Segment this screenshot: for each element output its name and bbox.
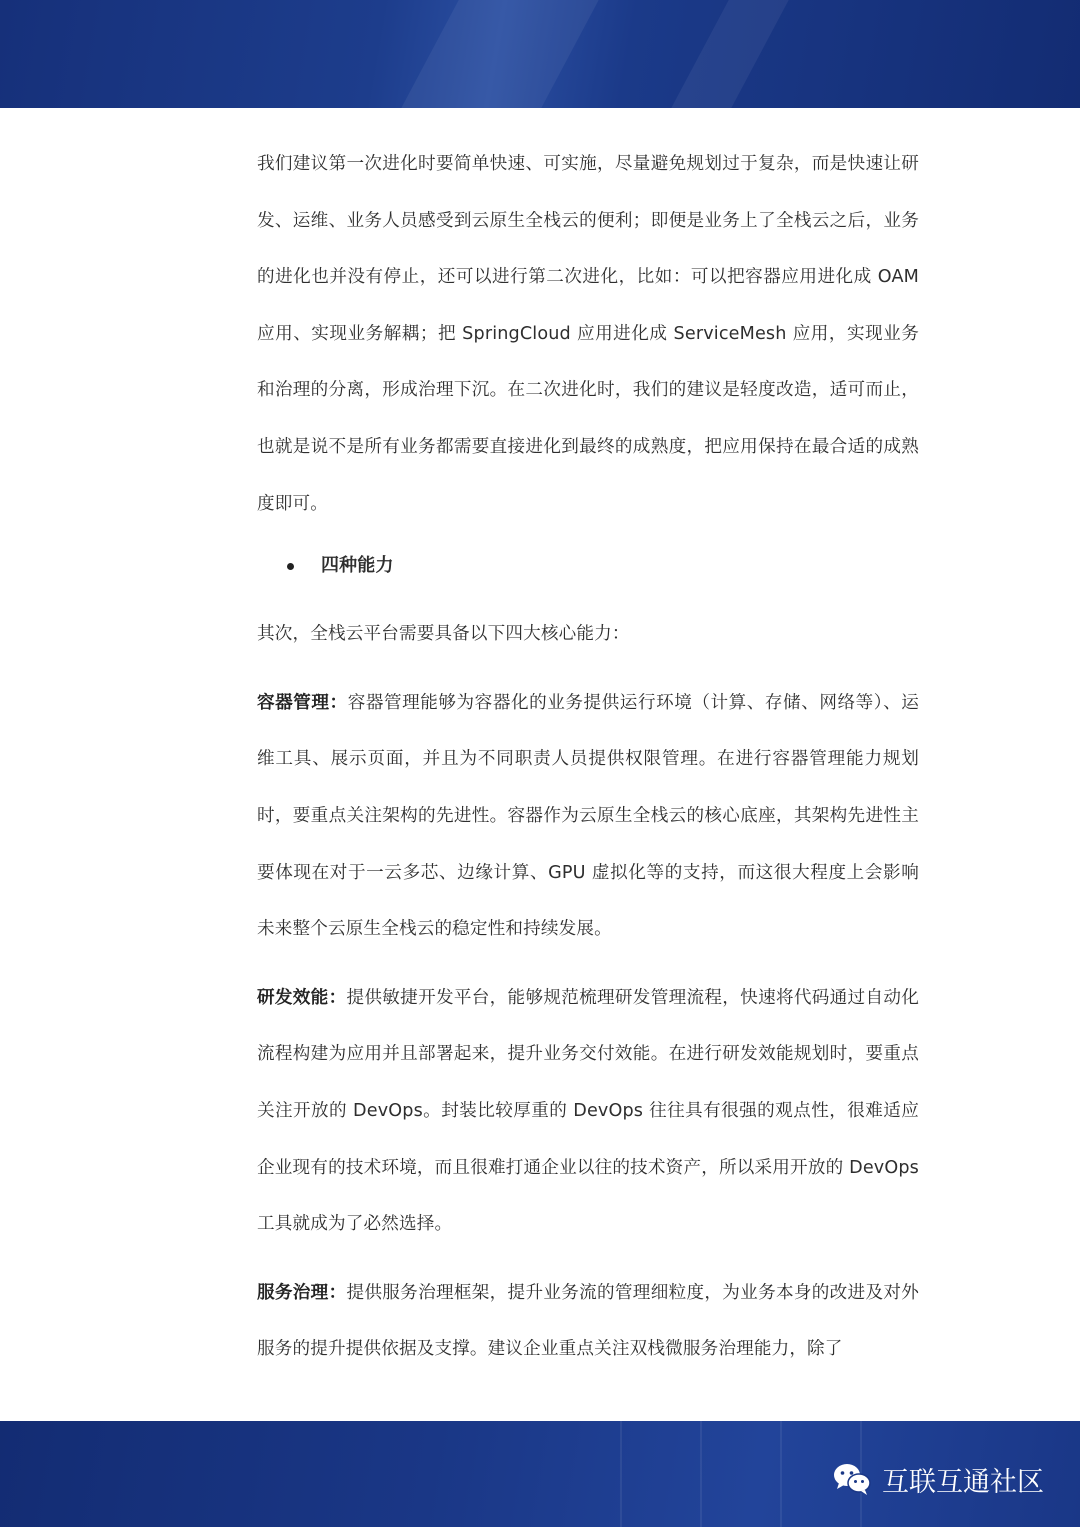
section-heading — [257, 538, 919, 594]
capability-term: 服务治理： — [257, 1282, 347, 1303]
section-intro: 其次，全栈云平台需要具备以下四大核心能力： — [257, 624, 630, 645]
capability-container-management — [257, 675, 919, 958]
document-body — [257, 136, 919, 1378]
section-heading-text: 四种能力 — [321, 555, 394, 577]
banner-facet — [671, 0, 788, 108]
capability-term: 研发效能： — [257, 987, 347, 1008]
wechat-icon — [832, 1461, 872, 1497]
footer-brand-text: 互联互通社区 — [882, 1466, 1044, 1498]
capability-text: 容器管理能够为容器化的业务提供运行环境（计算、存储、网络等）、运维工具、展示页面，并且为不同职责人员提供权限管理。在进行容器管理能力规划时，要重点关注架构的先进性。容器作为云原生全栈云的核心底座，其架构先进性主要体现在对于一云多芯、边缘计算、GPU 虚拟化等的支持，而这很大程度上会影响未来整个云原生全栈云的稳定性和持续发展。 — [257, 692, 919, 940]
capability-text: 提供服务治理框架，提升业务流的管理细粒度，为业务本身的改进及对外服务的提升提供依据及支撑。建议企业重点关注双栈微服务治理能力，除了 — [257, 1282, 919, 1360]
top-banner — [0, 0, 1080, 108]
intro-paragraph: 我们建议第一次进化时要简单快速、可实施，尽量避免规划过于复杂，而是快速让研发、运维、业务人员感受到云原生全栈云的便利；即便是业务上了全栈云之后，业务的进化也并没有停止，还可以进行第二次进化，比如：可以把容器应用进化成 OAM 应用、实现业务解耦；把 SpringCloud 应用进化成 ServiceMesh 应用，实现业务和治理的分离，形成治理下沉。在二次进化时，我们的建议是轻度改造，适可而止，也就是说不是所有业务都需要直接进化到最终的成熟度，把应用保持在最合适的成熟度即可。 — [257, 154, 919, 514]
footer-brand — [832, 1459, 1044, 1499]
banner-facet — [401, 0, 598, 108]
capability-dev-efficiency — [257, 970, 919, 1253]
capability-term: 容器管理： — [257, 692, 348, 713]
capability-text: 提供敏捷开发平台，能够规范梳理研发管理流程，快速将代码通过自动化流程构建为应用并且部署起来，提升业务交付效能。在进行研发效能规划时，要重点关注开放的 DevOps。封装比较厚重的 DevOps 往往具有很强的观点性，很难适应企业现有的技术环境，而且很难打通企业以往的技术资产，所以采用开放的 DevOps 工具就成为了必然选择。 — [257, 987, 919, 1235]
capability-service-governance — [257, 1265, 919, 1378]
bullet-icon — [287, 563, 294, 570]
